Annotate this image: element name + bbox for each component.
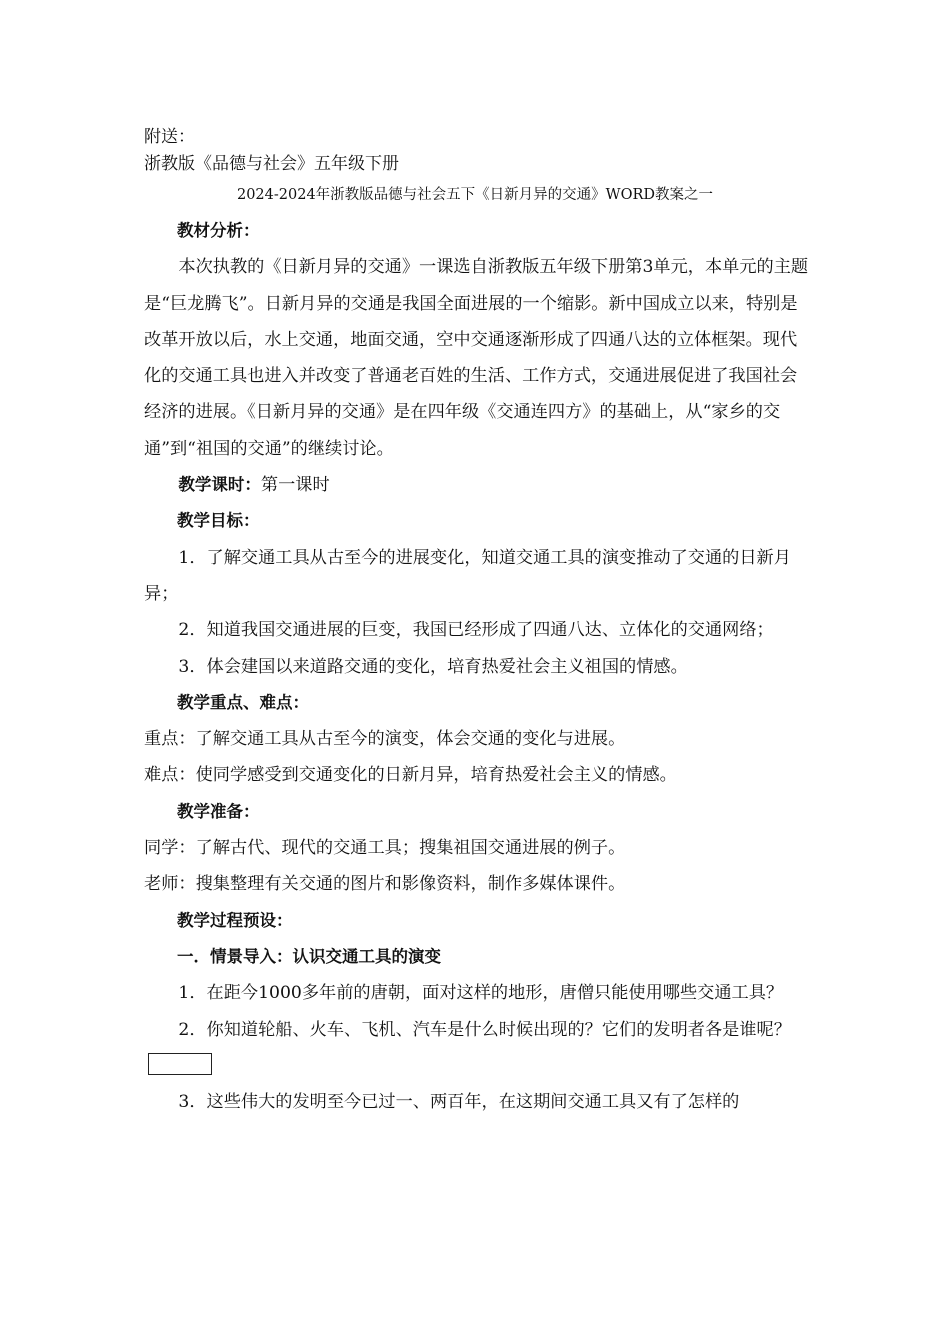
textbook-name: 浙教版《品德与社会》五年级下册 bbox=[144, 154, 399, 174]
objective-item-1: 1．了解交通工具从古至今的进展变化，知道交通工具的演变推动了交通的日新月异； bbox=[144, 547, 791, 604]
question-2: 2．你知道轮船、火车、飞机、汽车是什么时候出现的？它们的发明者各是谁呢？ bbox=[178, 1019, 791, 1040]
analysis-paragraph: 本次执教的《日新月异的交通》一课选自浙教版五年级下册第3单元，本单元的主题是“巨龙腾飞”。日新月异的交通是我国全面进展的一个缩影。新中国成立以来，特别是改革开放以后，水上交通，地面交通，空中交通逐渐形成了四通八达的立体框架。现代化的交通工具也进入并改变了普通老百姓的生活、工作方式，交通进展促进了我国社会经济的进展。《日新月异的交通》是在四年级《交通连四方》的基础上，从“家乡的交通”到“祖国的交通”的继续讨论。 bbox=[144, 257, 809, 459]
key-point-focus: 重点：了解交通工具从古至今的演变，体会交通的变化与进展。 bbox=[144, 729, 626, 750]
lesson-time-line bbox=[144, 467, 809, 503]
document-body bbox=[144, 213, 809, 1120]
lesson-time-label: 教学课时： bbox=[178, 475, 261, 495]
preparation-teacher: 老师：搜集整理有关交通的图片和影像资料，制作多媒体课件。 bbox=[144, 874, 626, 895]
answer-blank-box bbox=[148, 1053, 212, 1075]
key-point-difficulty: 难点：使同学感受到交通变化的日新月异，培育热爱社会主义的情感。 bbox=[144, 765, 677, 786]
key-points-heading: 教学重点、难点： bbox=[177, 692, 309, 712]
lesson-time-value: 第一课时 bbox=[260, 475, 330, 496]
preparation-heading: 教学准备： bbox=[177, 801, 260, 821]
objective-item-2: 2．知道我国交通进展的巨变，我国已经形成了四通八达、立体化的交通网络； bbox=[178, 620, 774, 641]
objective-item-3: 3．体会建国以来道路交通的变化，培育热爱社会主义祖国的情感。 bbox=[178, 656, 688, 677]
attachment-note: 附送： bbox=[144, 127, 195, 147]
question-1: 1．在距今1000多年前的唐朝，面对这样的地形，唐僧只能使用哪些交通工具？ bbox=[178, 983, 784, 1004]
lesson-plan-title: 2024-2024年浙教版品德与社会五下《日新月异的交通》WORD教案之一 bbox=[236, 187, 714, 203]
preparation-students: 同学：了解古代、现代的交通工具；搜集祖国交通进展的例子。 bbox=[144, 838, 626, 859]
question-3: 3．这些伟大的发明至今已过一、两百年，在这期间交通工具又有了怎样的 bbox=[178, 1092, 740, 1113]
section-1-title: 一．情景导入：认识交通工具的演变 bbox=[177, 946, 441, 966]
question-2-line bbox=[144, 1012, 809, 1085]
process-heading: 教学过程预设： bbox=[177, 910, 293, 930]
objectives-heading: 教学目标： bbox=[177, 511, 260, 531]
analysis-heading: 教材分析： bbox=[177, 221, 260, 240]
